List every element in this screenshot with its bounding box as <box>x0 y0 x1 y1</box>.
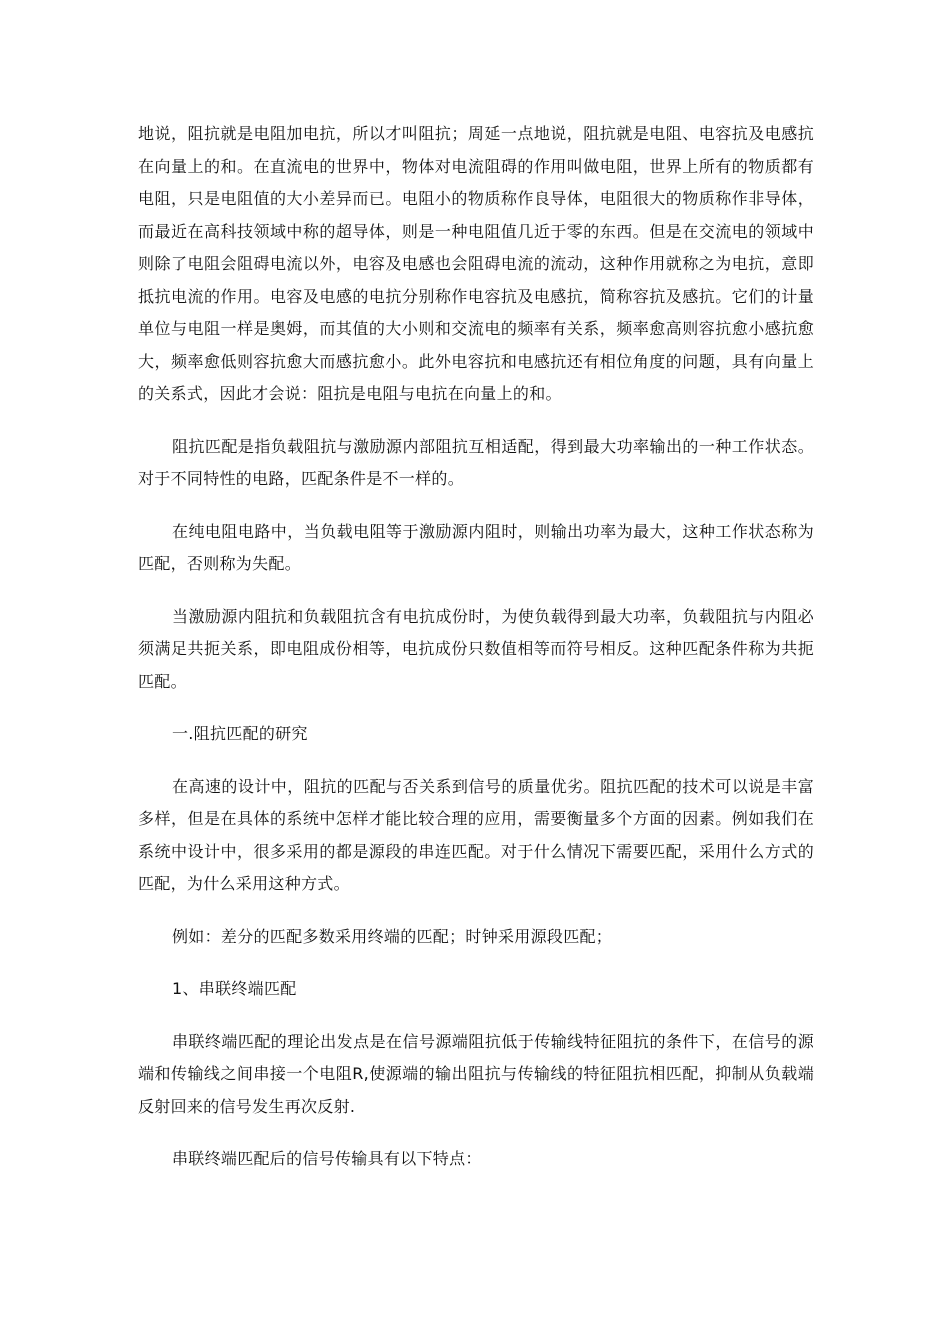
document-body <box>138 118 814 1196</box>
paragraph-impedance-definition: 地说，阻抗就是电阻加电抗，所以才叫阻抗；周延一点地说，阻抗就是电阻、电容抗及电感抗在向量上的和。在直流电的世界中，物体对电流阻碍的作用叫做电阻，世界上所有的物质都有电阻，只是电阻值的大小差异而已。电阻小的物质称作良导体，电阻很大的物质称作非导体，而最近在高科技领域中称的超导体，则是一种电阻值几近于零的东西。但是在交流电的领域中则除了电阻会阻碍电流以外，电容及电感也会阻碍电流的流动，这种作用就称之为电抗，意即抵抗电流的作用。电容及电感的电抗分别称作电容抗及电感抗，简称容抗及感抗。它们的计量单位与电阻一样是奥姆，而其值的大小则和交流电的频率有关系，频率愈高则容抗愈小感抗愈大，频率愈低则容抗愈大而感抗愈小。此外电容抗和电感抗还有相位角度的问题，具有向量上的关系式，因此才会说：阻抗是电阻与电抗在向量上的和。 <box>138 124 814 403</box>
paragraph-example: 例如：差分的匹配多数采用终端的匹配；时钟采用源段匹配； <box>172 926 613 946</box>
subheading-series-termination: 1、串联终端匹配 <box>172 979 297 998</box>
paragraph-series-termination-theory: 串联终端匹配的理论出发点是在信号源端阻抗低于传输线特征阻抗的条件下，在信号的源端和传输线之间串接一个电阻R,使源端的输出阻抗与传输线的特征阻抗相匹配，抑制从负载端反射回来的信号发生再次反射. <box>138 1031 814 1116</box>
section-heading-research: 一.阻抗匹配的研究 <box>172 724 308 743</box>
paragraph-series-termination-features: 串联终端匹配后的信号传输具有以下特点： <box>172 1149 482 1168</box>
paragraph-high-speed-design: 在高速的设计中，阻抗的匹配与否关系到信号的质量优劣。阻抗匹配的技术可以说是丰富多样，但是在具体的系统中怎样才能比较合理的应用，需要衡量多个方面的因素。例如我们在系统中设计中，很多采用的都是源段的串连匹配。对于什么情况下需要匹配，采用什么方式的匹配，为什么采用这种方式。 <box>138 776 814 893</box>
paragraph-conjugate-matching: 当激励源内阻抗和负载阻抗含有电抗成份时，为使负载得到最大功率，负载阻抗与内阻必须满足共扼关系，即电阻成份相等，电抗成份只数值相等而符号相反。这种匹配条件称为共扼匹配。 <box>138 606 814 691</box>
paragraph-pure-resistance: 在纯电阻电路中，当负载电阻等于激励源内阻时，则输出功率为最大，这种工作状态称为匹配，否则称为失配。 <box>138 521 814 573</box>
paragraph-impedance-matching: 阻抗匹配是指负载阻抗与激励源内部阻抗互相适配，得到最大功率输出的一种工作状态。对于不同特性的电路，匹配条件是不一样的。 <box>138 436 814 488</box>
